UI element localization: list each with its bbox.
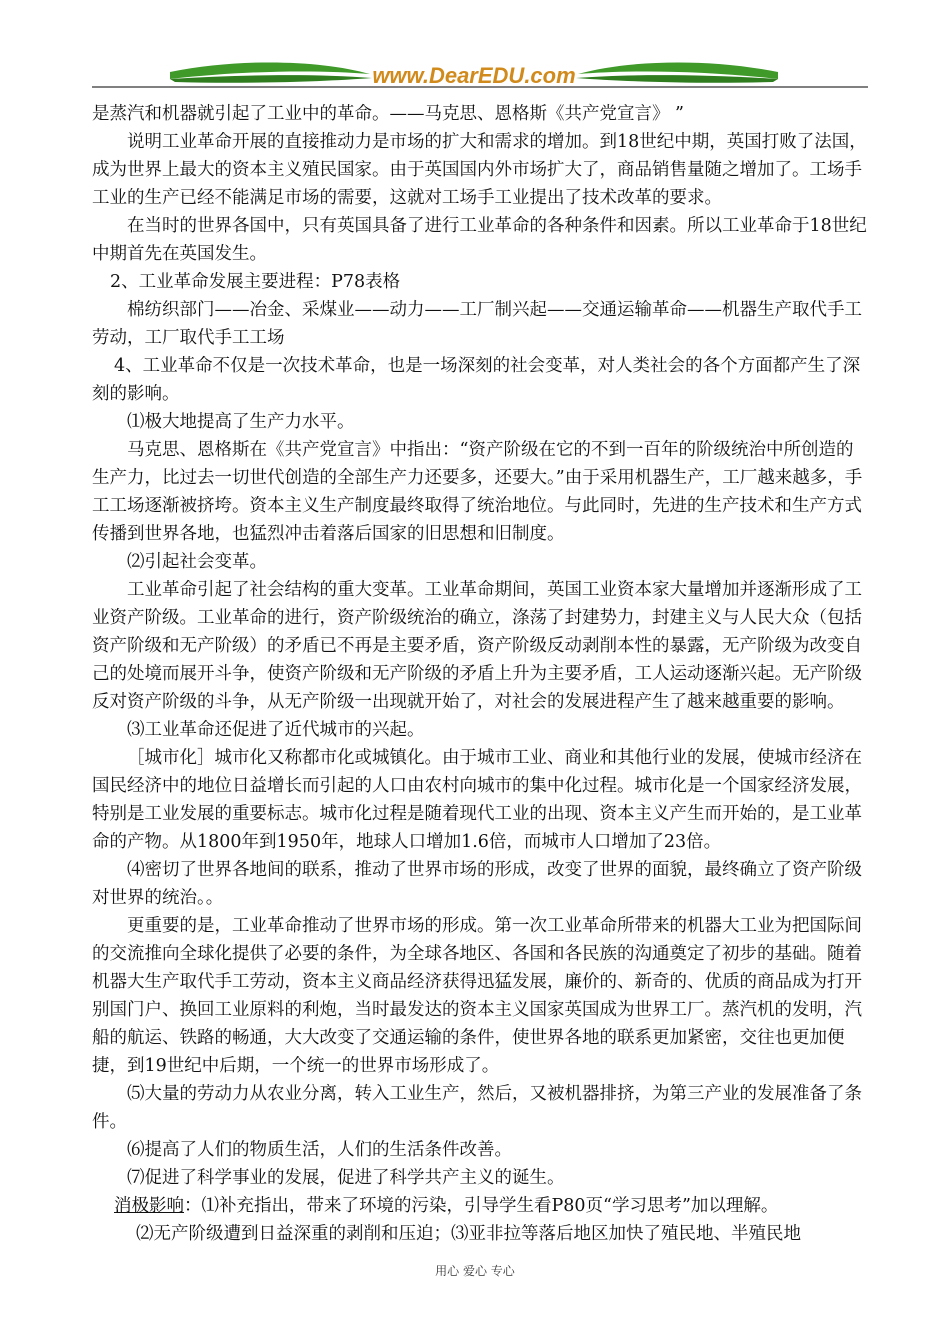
document-body	[92, 100, 868, 1248]
paragraph: ⑵无产阶级遭到日益深重的剥削和压迫；⑶亚非拉等落后地区加快了殖民地、半殖民地	[136, 1224, 801, 1244]
paragraph: 在当时的世界各国中，只有英国具备了进行工业革命的各种条件和因素。所以工业革命于18世纪中期首先在英国发生。	[92, 216, 867, 264]
paragraph: 是蒸汽和机器就引起了工业中的革命。——马克思、恩格斯《共产党宣言》 ”	[92, 104, 685, 124]
left-leaf-shadow	[170, 75, 372, 83]
paragraph: 马克思、恩格斯在《共产党宣言》中指出：“资产阶级在它的不到一百年的阶级统治中所创造的生产力，比过去一切世代创造的全部生产力还要多，还要大。”由于采用机器生产，工厂越来越多，手工工场逐渐被挤垮。资本主义生产制度最终取得了统治地位。与此同时，先进的生产技术和生产方式传播到世界各地，也猛烈冲击着落后国家的旧思想和旧制度。	[92, 440, 863, 544]
paragraph: ⑵引起社会变革。	[127, 552, 267, 572]
paragraph: ⑸大量的劳动力从农业分离，转入工业生产，然后，又被机器排挤，为第三产业的发展准备了条件。	[92, 1084, 862, 1132]
paragraph: 工业革命引起了社会结构的重大变革。工业革命期间，英国工业资本家大量增加并逐渐形成了工业资产阶级。工业革命的进行，资产阶级统治的确立，涤荡了封建势力，封建主义与人民大众（包括资产阶级和无产阶级）的矛盾已不再是主要矛盾，资产阶级反动剥削本性的暴露，无产阶级为改变自己的处境而展开斗争，使资产阶级和无产阶级的矛盾上升为主要矛盾，工人运动逐渐兴起。无产阶级反对资产阶级的斗争，从无产阶级一出现就开始了，对社会的发展进程产生了越来越重要的影响。	[92, 580, 862, 712]
page-header	[0, 0, 950, 100]
paragraph: ⑷密切了世界各地间的联系，推动了世界市场的形成，改变了世界的面貌，最终确立了资产阶级对世界的统治。。	[92, 860, 862, 908]
paragraph: ⑶工业革命还促进了近代城市的兴起。	[127, 720, 425, 740]
negative-effects-paragraph	[92, 1192, 868, 1220]
negative-effects-label: 消极影响	[114, 1196, 184, 1216]
paragraph: ⑹提高了人们的物质生活，人们的生活条件改善。	[127, 1140, 512, 1160]
paragraph: ［城市化］城市化又称都市化或城镇化。由于城市工业、商业和其他行业的发展，使城市经济在国民经济中的地位日益增长而引起的人口由农村向城市的集中化过程。城市化是一个国家经济发展，特别是工业发展的重要标志。城市化过程是随着现代工业的出现、资本主义产生而开始的，是工业革命的产物。从1800年到1950年，地球人口增加1.6倍，而城市人口增加了23倍。	[92, 748, 862, 852]
paragraph: 4、工业革命不仅是一次技术革命，也是一场深刻的社会变革，对人类社会的各个方面都产生了深刻的影响。	[92, 356, 861, 404]
right-leaf-shadow	[576, 75, 778, 83]
header-banner	[0, 0, 950, 100]
paragraph: ⑺促进了科学事业的发展，促进了科学共产主义的诞生。	[127, 1168, 565, 1188]
paragraph: ⑴极大地提高了生产力水平。	[127, 412, 355, 432]
site-logo-text: www.DearEDU.com	[372, 63, 576, 88]
paragraph: 棉纺织部门——冶金、采煤业——动力——工厂制兴起——交通运输革命——机器生产取代手工劳动，工厂取代手工工场	[92, 300, 862, 348]
page-footer: 用心 爱心 专心	[435, 1264, 515, 1278]
paragraph: 更重要的是，工业革命推动了世界市场的形成。第一次工业革命所带来的机器大工业为把国际间的交流推向全球化提供了必要的条件，为全球各地区、各国和各民族的沟通奠定了初步的基础。随着机器大生产取代手工劳动，资本主义商品经济获得迅猛发展，廉价的、新奇的、优质的商品成为打开别国门户、换回工业原料的利炮，当时最发达的资本主义国家英国成为世界工厂。蒸汽机的发明，汽船的航运、铁路的畅通，大大改变了交通运输的条件，使世界各地的联系更加紧密，交往也更加便捷，到19世纪中后期，一个统一的世界市场形成了。	[92, 916, 862, 1076]
negative-effects-text: ：⑴补充指出，带来了环境的污染，引导学生看P80页“学习思考”加以理解。	[184, 1196, 779, 1216]
paragraph: 2、工业革命发展主要进程：P78表格	[110, 272, 401, 292]
paragraph: 说明工业革命开展的直接推动力是市场的扩大和需求的增加。到18世纪中期，英国打败了法国，成为世界上最大的资本主义殖民国家。由于英国国内外市场扩大了，商品销售量随之增加了。工场手工业的生产已经不能满足市场的需要，这就对工场手工业提出了技术改革的要求。	[92, 132, 867, 208]
